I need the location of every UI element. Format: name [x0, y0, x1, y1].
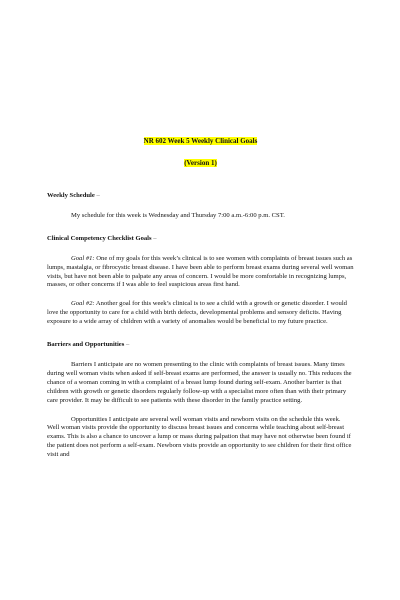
schedule-heading-text: Weekly Schedule — [47, 192, 95, 199]
document-title: NR 602 Week 5 Weekly Clinical Goals — [143, 137, 258, 145]
schedule-paragraph: My schedule for this week is Wednesday and Thursday 7:00 a.m.-6:00 p.m. CST. — [71, 211, 285, 219]
goals-heading-text: Clinical Competency Checklist Goals — [47, 234, 152, 242]
opportunities-paragraph: Opportunities I anticipate are several well woman visits and newborn visits on the schedule this week. Well woman visits provide the opportunity to discuss breast issues and concerns while teaching about self-breast exams. This is also a chance to uncover a lump or mass during palpation that may have not otherwise been found if the patient does not perform a self-exam. Newborn visits provide an opportunity to see children for their first office visit and — [47, 415, 352, 459]
goal-2-label: Goal #2: — [71, 300, 95, 308]
goal-1-text: One of my goals for this week’s clinical is to see women with complaints of breast issues such as lumps, mastalgia, or fibrocystic breast disease. I have been able to perform breast exams during several well woman visits, but have not been able to palpate any areas of concern. I would be more comfortable in recognizing lumps, masses, or other concerns if I was able to feel suspicious areas first hand. — [47, 254, 354, 289]
barriers-heading-text: Barriers and Opportunities — [47, 341, 125, 349]
goals-heading-dash: – — [151, 234, 157, 242]
barriers-heading-dash: – — [124, 341, 130, 349]
schedule-heading — [47, 192, 354, 201]
schedule-heading-dash: – — [94, 192, 100, 199]
document-version: (Version 1) — [184, 159, 217, 167]
barriers-paragraph: Barriers I anticipate are no women presenting to the clinic with complaints of breast issues. Many times during well woman visits when asked if self-breast exams are performed, the answer is usually no. This reduces the chance of a woman coming in with a complaint of a breast lump found during self-exam. Another barrier is that children with growth or genetic disorders regularly follow-up with a specialist more often than with their primary care provider. It may be difficult to see patients with these disorder in the family practice setting. — [47, 360, 352, 404]
barriers-heading — [47, 341, 354, 350]
goal-1-paragraph — [47, 255, 354, 291]
title-block — [47, 137, 354, 168]
goal-2-text: Another goal for this week’s clinical is to see a child with a growth or genetic disorder. I would love the opportunity to care for a child with birth defects, developmental problems and sensory deficits. Having exposure to a wide array of children with a variety of anomalies would be beneficial to my future practice. — [47, 300, 347, 326]
goal-2-paragraph — [47, 300, 354, 327]
goal-1-label: Goal #1: — [71, 254, 95, 262]
goals-heading — [47, 235, 354, 244]
